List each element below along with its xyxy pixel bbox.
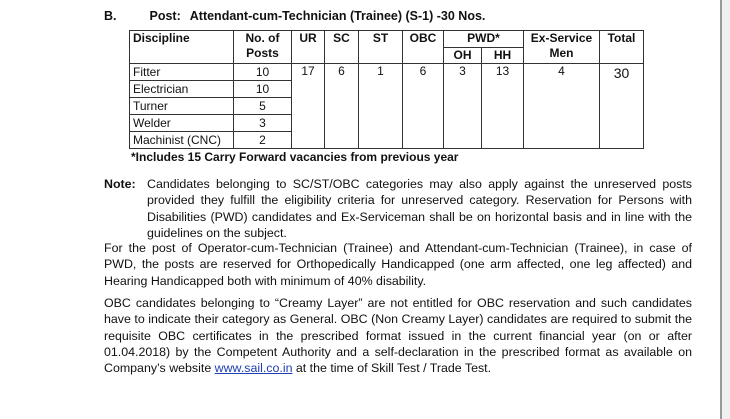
discipline-cell: Machinist (CNC) (130, 132, 234, 149)
header-ex-service-men: Ex-Service Men (524, 31, 600, 64)
discipline-cell: Welder (130, 115, 234, 132)
discipline-cell: Turner (130, 98, 234, 115)
note-label: Note: (104, 177, 136, 191)
post-label: Post: (149, 9, 181, 23)
ur-value: 17 (292, 64, 325, 149)
posts-cell: 2 (234, 132, 292, 149)
header-discipline: Discipline (130, 31, 234, 64)
pwd-paragraph: For the post of Operator-cum-Technician (Trainee) and Attendant-cum-Technician (Trainee), in case of PWD, the posts are reserved for Orthopedically Handicapped (one arm affected, one leg affected) and Hearing Handicapped both with minimum of 40% disability. (104, 241, 692, 288)
header-st: ST (359, 31, 403, 64)
oh-value: 3 (444, 64, 482, 149)
posts-cell: 3 (234, 115, 292, 132)
sail-website-link[interactable]: www.sail.co.in (214, 361, 293, 376)
section-number: B. (104, 9, 117, 23)
header-sc: SC (325, 31, 359, 64)
note-text: Candidates belonging to SC/ST/OBC categories may also apply against the unreserved posts provided they fulfill the eligibility criteria for unreserved category. Reservation for Persons with Disabilities (PWD) candidates and Ex-Serviceman shall be on horizontal basis and in line with the guidelines on the subject. (147, 177, 692, 240)
header-no-of-posts: No. of Posts (234, 31, 292, 64)
hh-value: 13 (482, 64, 524, 149)
total-value: 30 (600, 64, 644, 149)
discipline-cell: Fitter (130, 64, 234, 81)
header-oh: OH (444, 48, 482, 64)
vacancy-table (129, 30, 644, 149)
posts-cell: 10 (234, 81, 292, 98)
header-obc: OBC (403, 31, 444, 64)
window-right-edge (720, 0, 730, 419)
table-row (130, 64, 644, 81)
ex-service-value: 4 (524, 64, 600, 149)
posts-cell: 10 (234, 64, 292, 81)
note-block (104, 176, 692, 241)
header-hh: HH (482, 48, 524, 64)
header-pwd: PWD* (444, 31, 524, 48)
discipline-cell: Electrician (130, 81, 234, 98)
header-ur: UR (292, 31, 325, 64)
posts-cell: 5 (234, 98, 292, 115)
table-footnote: *Includes 15 Carry Forward vacancies from previous year (131, 150, 459, 164)
section-heading (104, 9, 485, 23)
sc-value: 6 (325, 64, 359, 149)
st-value: 1 (359, 64, 403, 149)
table-header-row (130, 31, 644, 48)
post-title: Attendant-cum-Technician (Trainee) (S-1) -30 Nos. (189, 9, 486, 23)
header-total: Total (600, 31, 644, 64)
obc-paragraph (104, 295, 692, 376)
obc-text-after-link: at the time of Skill Test / Trade Test. (292, 361, 492, 376)
obc-value: 6 (403, 64, 444, 149)
obc-text-before-link: OBC candidates belonging to “Creamy Layer” are not entitled for OBC reservation and such candidates have to indicate their category as General. OBC (Non Creamy Layer) candidates are required to submit the requisite OBC certificates in the prescribed format issued in the current financial year (on or after 01.04.2018) by the Competent Authority and a self-declaration in the prescribed format as available on Company’s website (104, 296, 692, 376)
